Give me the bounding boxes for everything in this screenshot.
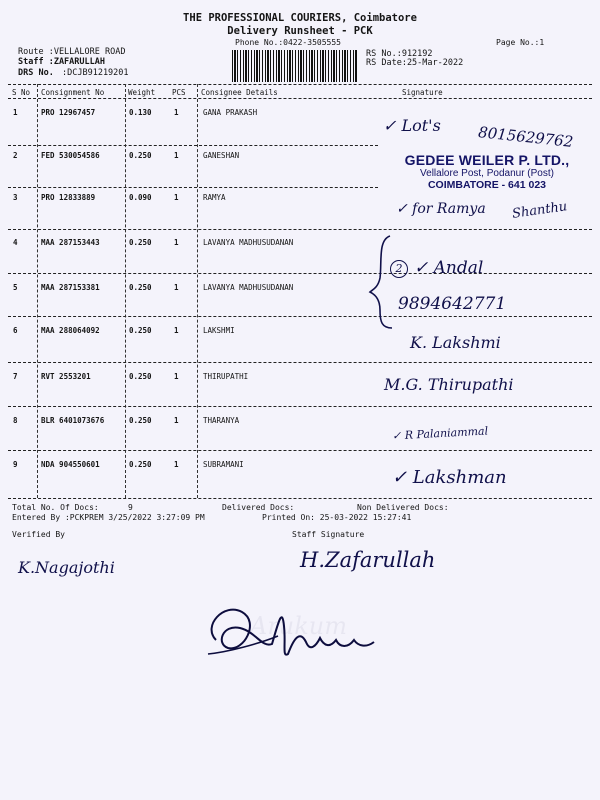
- total-docs-value: 9: [128, 503, 133, 512]
- stamp-line-2: Vellalore Post, Podanur (Post): [420, 168, 554, 179]
- row-pcs: 1: [174, 238, 179, 247]
- handwritten-signature-row4: ✓ Andal: [414, 258, 484, 278]
- col-divider: [37, 84, 38, 498]
- staff-signature-label: Staff Signature: [292, 530, 365, 539]
- row-pcs: 1: [174, 108, 179, 117]
- row-pcs: 1: [174, 460, 179, 469]
- handwritten-phone-row5: 9894642771: [398, 294, 507, 314]
- entered-by: Entered By :PCKPREM 3/25/2022 3:27:09 PM: [12, 513, 205, 522]
- row-rule: [8, 406, 592, 407]
- row-sno: 5: [13, 283, 18, 292]
- row-consignee: LAVANYA MADHUSUDANAN: [203, 283, 294, 292]
- row-consignment: MAA 288064092: [41, 326, 100, 335]
- printed-on: Printed On: 25-03-2022 15:27:41: [262, 513, 412, 522]
- row-weight: 0.130: [129, 108, 152, 117]
- rs-date: RS Date:25-Mar-2022: [366, 58, 464, 68]
- row-consignment: PRO 12967457: [41, 108, 96, 117]
- col-weight: Weight: [128, 88, 156, 97]
- phone-number: Phone No.:0422-3505555: [235, 38, 341, 47]
- handwritten-sig-row3: Shanthu: [511, 199, 569, 222]
- drs-number: :DCJB91219201: [62, 68, 129, 78]
- row-rule: [8, 145, 378, 146]
- row-pcs: 1: [174, 326, 179, 335]
- handwritten-signature-row6: K. Lakshmi: [410, 333, 501, 352]
- row-sno: 2: [13, 151, 18, 160]
- row-pcs: 1: [174, 193, 179, 202]
- row-consignee: GANA PRAKASH: [203, 108, 258, 117]
- row-pcs: 1: [174, 372, 179, 381]
- row-consignee: LAVANYA MADHUSUDANAN: [203, 238, 294, 247]
- non-delivered-docs-label: Non Delivered Docs:: [357, 503, 449, 512]
- company-stamp: [382, 152, 592, 191]
- handwritten-phone-row1: 8015629762: [477, 123, 575, 151]
- table-bottom-rule: [8, 498, 592, 499]
- row-rule: [8, 273, 592, 274]
- handwritten-signature-row7: M.G. Thirupathi: [384, 375, 514, 394]
- row-pcs: 1: [174, 283, 179, 292]
- total-docs-label: Total No. Of Docs:: [12, 503, 99, 512]
- row-rule: [8, 316, 592, 317]
- row-consignee: THARANYA: [203, 416, 240, 425]
- row-weight: 0.250: [129, 151, 152, 160]
- row-consignment: BLR 6401073676: [41, 416, 105, 425]
- handwritten-circled-number: 2: [390, 260, 408, 278]
- row-sno: 3: [13, 193, 18, 202]
- row-consignee: SUBRAMANI: [203, 460, 244, 469]
- verified-by-label: Verified By: [12, 530, 65, 539]
- brace-mark: [368, 232, 408, 330]
- row-weight: 0.090: [129, 193, 152, 202]
- verified-signature: K.Nagajothi: [18, 558, 115, 577]
- row-consignee: GANESHAN: [203, 151, 240, 160]
- col-sno: S No: [12, 88, 31, 97]
- row-sno: 9: [13, 460, 18, 469]
- row-weight: 0.250: [129, 238, 152, 247]
- row-consignment: FED 530054586: [41, 151, 100, 160]
- row-consignee: RAMYA: [203, 193, 226, 202]
- row-pcs: 1: [174, 416, 179, 425]
- bottom-signature: Arukum: [250, 612, 348, 640]
- row-rule: [8, 362, 592, 363]
- row-weight: 0.250: [129, 416, 152, 425]
- route: Route :VELLALORE ROAD: [18, 47, 126, 57]
- row-sno: 6: [13, 326, 18, 335]
- col-consignment: Consignment No: [41, 88, 105, 97]
- row-consignment: PRO 12833889: [41, 193, 96, 202]
- stamp-line-3: COIMBATORE - 641 023: [427, 179, 547, 191]
- drs-label: DRS No.: [18, 68, 54, 78]
- row-rule: [8, 187, 378, 188]
- page-number: Page No.:1: [496, 38, 545, 47]
- row-consignment: NDA 904550601: [41, 460, 100, 469]
- company-title: THE PROFESSIONAL COURIERS, Coimbatore: [183, 12, 417, 24]
- row-weight: 0.250: [129, 283, 152, 292]
- row-consignment: RVT 2553201: [41, 372, 91, 381]
- staff: Staff :ZAFARULLAH: [18, 57, 105, 67]
- row-consignment: MAA 287153381: [41, 283, 100, 292]
- row-sno: 8: [13, 416, 18, 425]
- table-top-rule: [8, 84, 592, 85]
- col-pcs: PCS: [172, 88, 186, 97]
- col-divider: [197, 84, 198, 498]
- row-consignee: LAKSHMI: [203, 326, 235, 335]
- row-sno: 1: [13, 108, 18, 117]
- row-weight: 0.250: [129, 326, 152, 335]
- table-header-rule: [8, 98, 592, 99]
- col-divider: [125, 84, 126, 498]
- delivered-docs-label: Delivered Docs:: [222, 503, 295, 512]
- staff-signature: H.Zafarullah: [300, 548, 436, 572]
- row-consignment: MAA 287153443: [41, 238, 100, 247]
- row-rule: [8, 450, 592, 451]
- row-pcs: 1: [174, 151, 179, 160]
- row-weight: 0.250: [129, 460, 152, 469]
- row-weight: 0.250: [129, 372, 152, 381]
- col-consignee: Consignee Details: [201, 88, 278, 97]
- handwritten-signature-row8: ✓ R Palaniammal: [391, 424, 489, 443]
- row-sno: 4: [13, 238, 18, 247]
- row-sno: 7: [13, 372, 18, 381]
- barcode: [232, 50, 358, 82]
- row-consignee: THIRUPATHI: [203, 372, 249, 381]
- rs-number: RS No.:912192: [366, 49, 433, 59]
- handwritten-signature-row3: ✓ for Ramya: [396, 201, 486, 217]
- runsheet-subtitle: Delivery Runsheet - PCK: [227, 25, 373, 37]
- handwritten-signature-row1: ✓ Lot's: [383, 116, 441, 135]
- stamp-line-1: GEDEE WEILER P. LTD.,: [404, 152, 570, 168]
- col-signature: Signature: [402, 88, 443, 97]
- row-rule: [8, 229, 592, 230]
- handwritten-signature-row9: ✓ Lakshman: [392, 467, 507, 488]
